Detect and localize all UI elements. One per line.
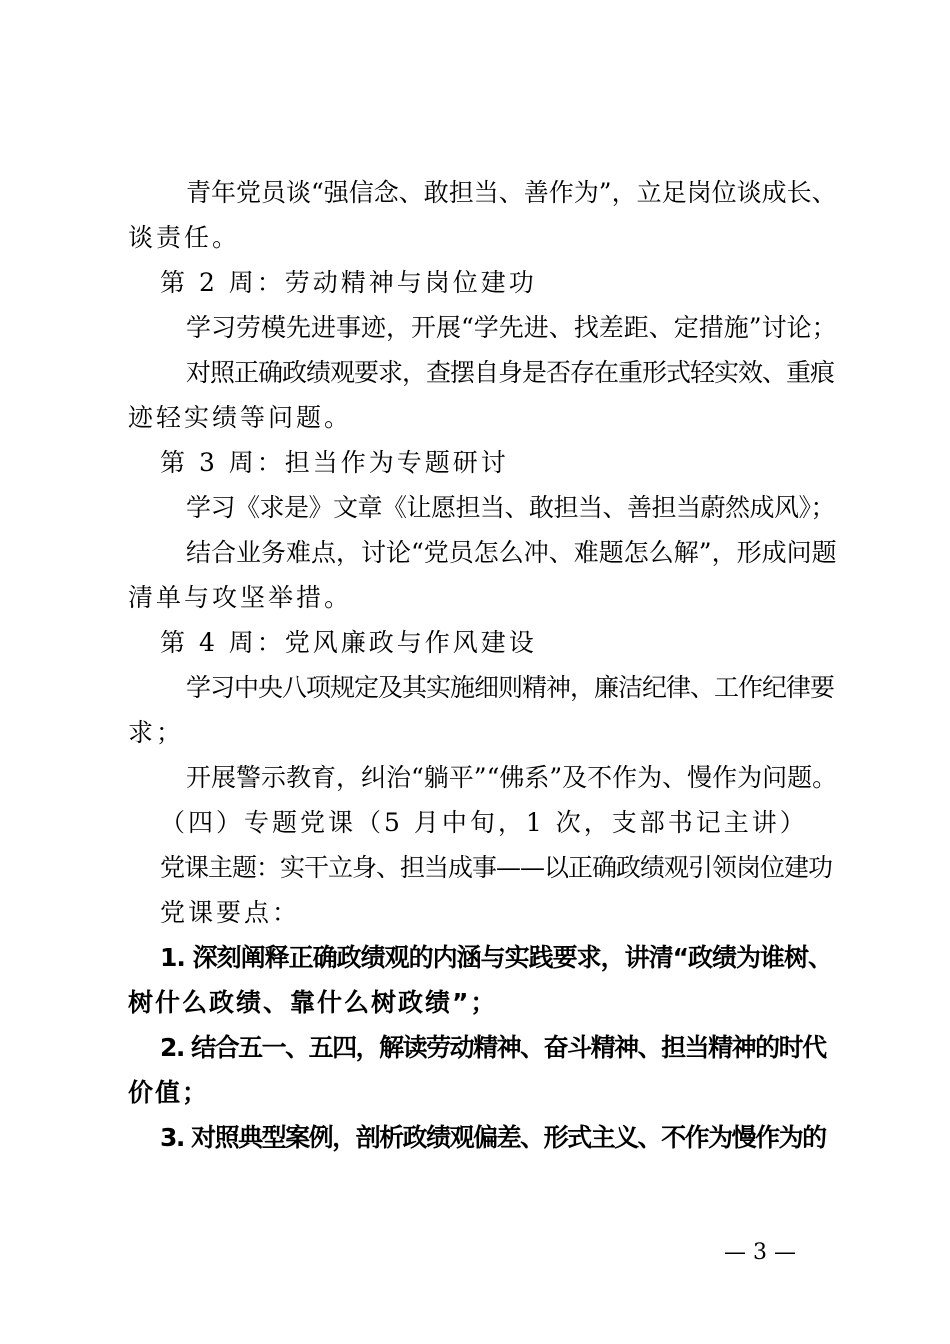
key-point-line: 1. 深刻阐释正确政绩观的内涵与实践要求，讲清“政绩为谁树、: [160, 943, 833, 972]
week-heading: 第 3 周：担当作为专题研讨: [160, 448, 509, 477]
text-line: 党课主题：实干立身、担当成事——以正确政绩观引领岗位建功: [160, 853, 833, 882]
text-line: 对照正确政绩观要求，查摆自身是否存在重形式轻实效、重痕: [186, 358, 835, 387]
text-line: 学习中央八项规定及其实施细则精神，廉洁纪律、工作纪律要: [186, 673, 835, 702]
text-line: 青年党员谈“强信念、敢担当、善作为”，立足岗位谈成长、: [186, 178, 837, 207]
key-point-line: 3. 对照典型案例，剖析政绩观偏差、形式主义、不作为慢作为的: [160, 1123, 826, 1152]
key-point-line: 2. 结合五一、五四，解读劳动精神、奋斗精神、担当精神的时代: [160, 1033, 826, 1062]
text-line: 求；: [128, 718, 185, 747]
text-line: 学习劳模先进事迹，开展“学先进、找差距、定措施”讨论；: [186, 313, 837, 342]
text-line: 迹轻实绩等问题。: [128, 403, 353, 432]
text-line: 结合业务难点，讨论“党员怎么冲、难题怎么解”，形成问题: [186, 538, 837, 567]
text-line: 党课要点：: [160, 898, 301, 927]
page-number: — 3 —: [724, 1240, 796, 1265]
week-heading: 第 2 周：劳动精神与岗位建功: [160, 268, 537, 297]
text-line: 谈责任。: [128, 223, 241, 252]
key-point-line: 价值；: [128, 1078, 210, 1107]
section-heading: （四）专题党课（5 月中旬，1 次，支部书记主讲）: [160, 808, 808, 837]
text-line: 学习《求是》文章《让愿担当、敢担当、善担当蔚然成风》；: [186, 493, 836, 522]
text-line: 清单与攻坚举措。: [128, 583, 353, 612]
key-point-line: 树什么政绩、靠什么树政绩”；: [128, 988, 498, 1017]
week-heading: 第 4 周：党风廉政与作风建设: [160, 628, 537, 657]
text-line: 开展警示教育，纠治“躺平”“佛系”及不作为、慢作为问题。: [186, 763, 838, 792]
